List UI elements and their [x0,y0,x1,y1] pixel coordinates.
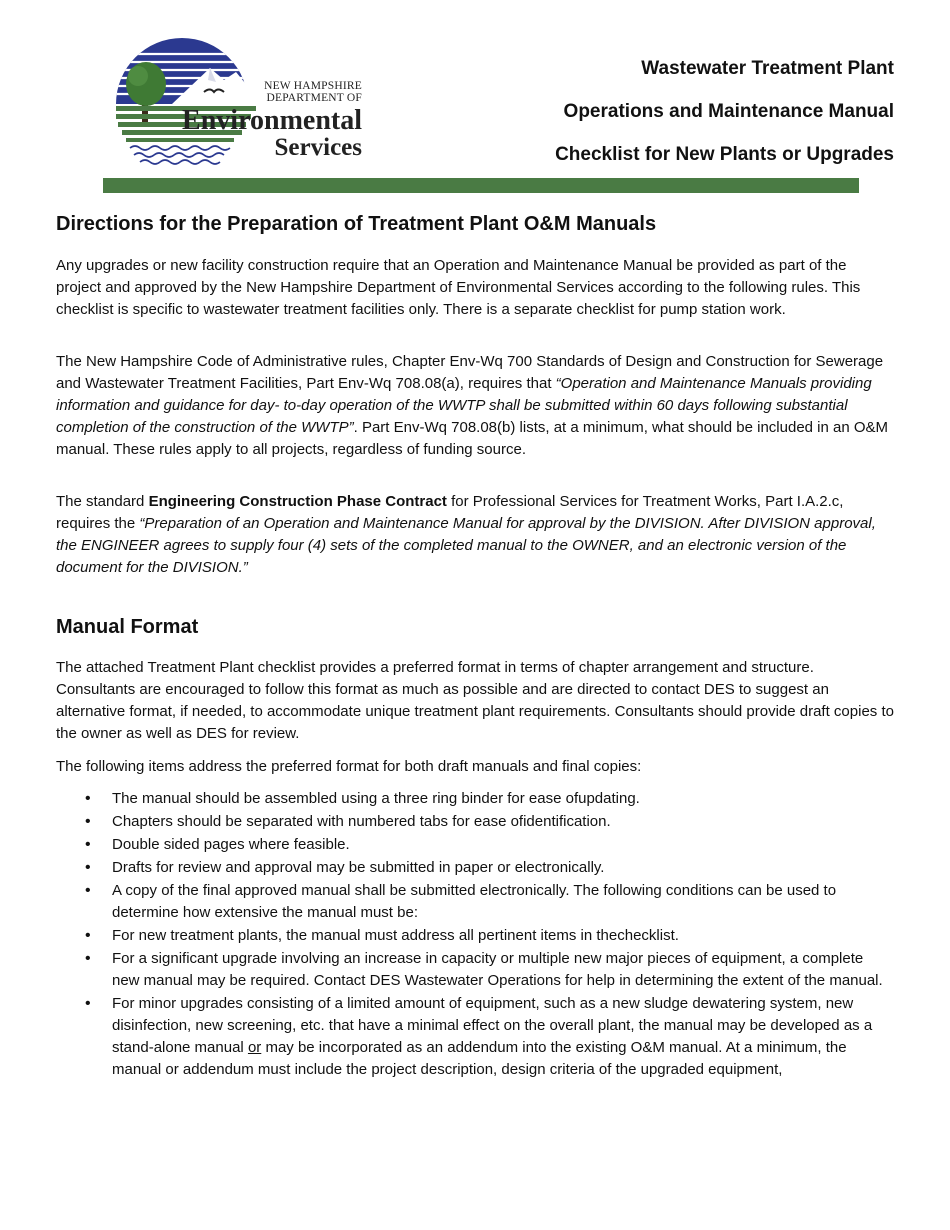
paragraph-preferred-format: The following items address the preferred format for both draft manuals and final copies: [56,758,642,775]
header-title-plant: Wastewater Treatment Plant [641,58,894,79]
section-heading-manual-format: Manual Format [56,616,199,638]
list-item [112,993,894,1081]
logo-line-new-hampshire: NEW HAMPSHIRE [264,80,362,92]
list-item: • Drafts for review and approval may be submitted in paper or electronically. [112,857,894,879]
section-heading-directions: Directions for the Preparation of Treatment Plant O&M Manuals [56,213,657,235]
list-item: • For a significant upgrade involving an increase in capacity or multiple new major pieces of equipment, a complete new manual may be required. Contact DES Wastewater Operations for help in determining the extent of the manual. [112,948,894,992]
paragraph-contract-part1: The standard [56,493,149,510]
paragraph-code-rules-part2: . Part Env-Wq 708.08(b) lists, at a minimum, what should be included in an O&M manual. These rules apply to all projects, regardless of funding source. [56,419,889,458]
paragraph-code-rules-quote: “Operation and Maintenance Manuals providing information and guidance for day- to-day operation of the WWTP shall be submitted within 60 days following substantial completion of the construction of the WWTP” [56,375,872,436]
logo-line-department-of: DEPARTMENT OF [266,92,362,104]
paragraph-contract-quote: “Preparation of an Operation and Maintenance Manual for approval by the DIVISION. After DIVISION approval, the ENGINEER agrees to supply four (4) sets of the completed manual to the OWNER, and an electronic version of the document for the DIVISION.” [56,515,876,576]
paragraph-contract-bold: Engineering Construction Phase Contract [148,493,447,510]
logo-line-services: Services [274,134,362,161]
list-item-part2: may be incorporated as an addendum into the existing O&M manual. At a minimum, the manual or addendum must include the project description, design criteria of the upgraded equipment, [112,1039,847,1078]
header-title-manual: Operations and Maintenance Manual [563,101,894,122]
list-item: • Chapters should be separated with numbered tabs for ease ofidentification. [112,811,894,833]
nhdes-logo-text [174,80,362,161]
list-item: • A copy of the final approved manual shall be submitted electronically. The following conditions can be used to determine how extensive the manual must be: [112,880,894,924]
format-bullet-list [56,788,894,1081]
paragraph-code-rules [56,351,894,461]
header-titles [555,56,894,185]
paragraph-upgrades: Any upgrades or new facility construction require that an Operation and Maintenance Manual be provided as part of the project and approved by the New Hampshire Department of Environmental Services according to the following rules. This checklist is specific to wastewater treatment facilities only. There is a separate checklist for pump station work. [56,257,861,318]
paragraph-code-rules-part1: The New Hampshire Code of Administrative rules, Chapter Env-Wq 700 Standards of Design and Construction for Sewerage and Wastewater Treatment Facilities, Part Env-Wq 708.08(a), requires that [56,353,884,392]
list-item: • Double sided pages where feasible. [112,834,894,856]
nhdes-logo [112,36,362,171]
list-item: • The manual should be assembled using a three ring binder for ease ofupdating. [112,788,894,810]
paragraph-contract [56,491,894,579]
document-body [56,210,894,1082]
list-item-underlined-or: or [247,1039,262,1056]
logo-line-environmental: Environmental [182,105,362,136]
list-item: • For new treatment plants, the manual must address all pertinent items in thechecklist. [112,925,894,947]
header-title-checklist: Checklist for New Plants or Upgrades [555,144,894,165]
paragraph-contract-part2: for Professional Services for Treatment Works, Part I.A.2.c, requires the [56,493,844,532]
paragraph-checklist-format: The attached Treatment Plant checklist provides a preferred format in terms of chapter arrangement and structure. Consultants are encouraged to follow this format as much as possible and are directed to contact DES to suggest an alternative format, if needed, to accommodate unique treatment plant requirements. Consultants should provide draft copies to the owner as well as DES for review. [56,659,894,742]
list-item-part1: For minor upgrades consisting of a limited amount of equipment, such as a new sludge dewatering system, new disinfection, new screening, etc. that have a minimal effect on the overall plant, the manual may be developed as a stand-alone manual [112,995,873,1056]
header-divider-bar [103,178,859,193]
